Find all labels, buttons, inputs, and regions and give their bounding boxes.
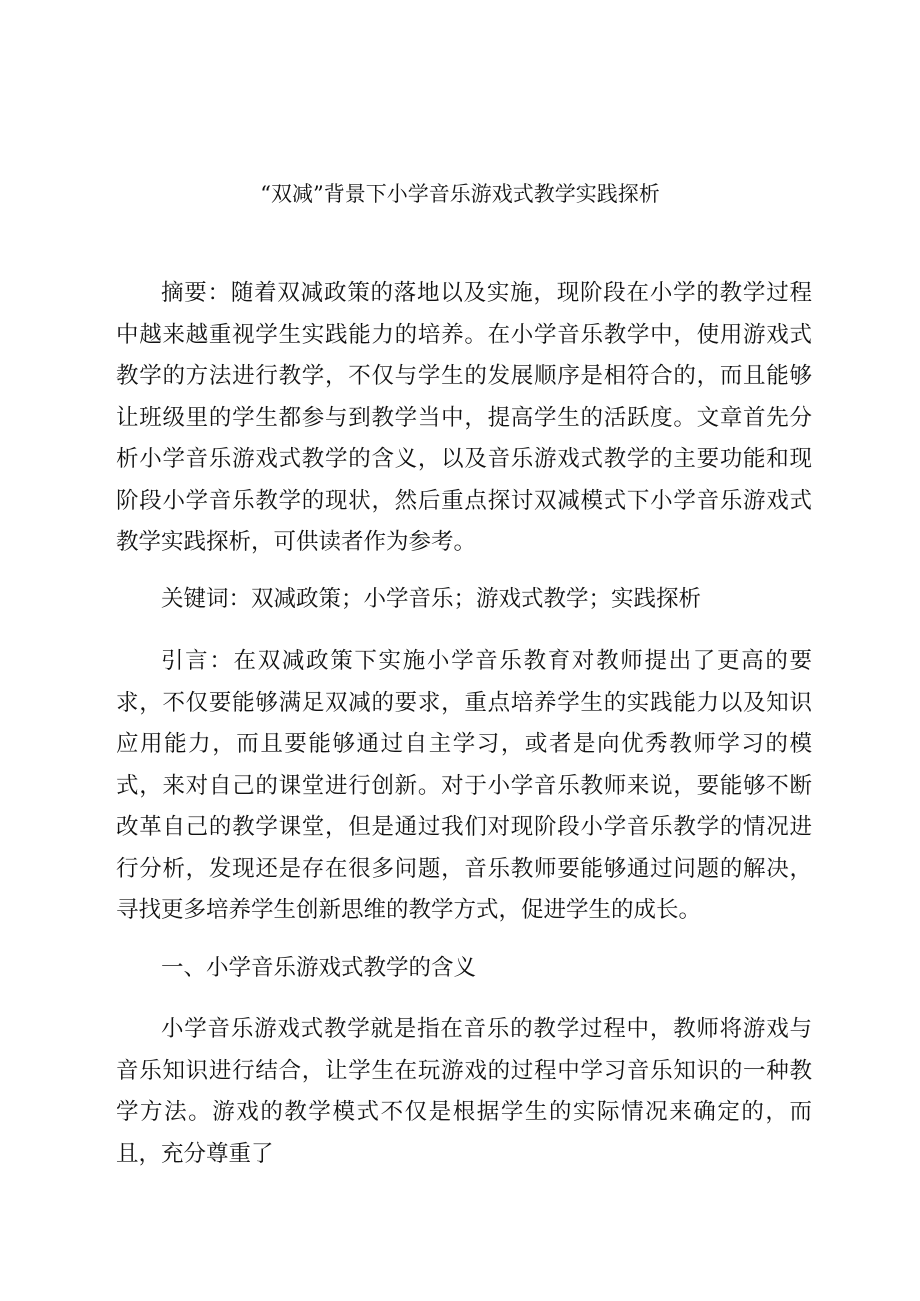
keywords-paragraph: 关键词：双减政策；小学音乐；游戏式教学；实践探析: [161, 586, 702, 612]
introduction-paragraph: 引言：在双减政策下实施小学音乐教育对教师提出了更高的要求，不仅要能够满足双减的要求，重点培养学生的实践能力以及知识应用能力，而且要能够通过自主学习，或者是向优秀教师学习的模式，来对自己的课堂进行创新。对于小学音乐教师来说，要能够不断改革自己的教学课堂，但是通过我们对现阶段小学音乐教学的情况进行分析，发现还是存在很多问题，音乐教师要能够通过问题的解决，寻找更多培养学生创新思维的教学方式，促进学生的成长。: [116, 648, 812, 923]
document-title: “双减”背景下小学音乐游戏式教学实践探析: [260, 182, 660, 206]
abstract-paragraph: 摘要：随着双减政策的落地以及实施，现阶段在小学的教学过程中越来越重视学生实践能力的培养。在小学音乐教学中，使用游戏式教学的方法进行教学，不仅与学生的发展顺序是相符合的，而且能够让班级里的学生都参与到教学当中，提高学生的活跃度。文章首先分析小学音乐游戏式教学的含义，以及音乐游戏式教学的主要功能和现阶段小学音乐教学的现状，然后重点探讨双减模式下小学音乐游戏式教学实践探析，可供读者作为参考。: [116, 280, 812, 555]
section-paragraph: 小学音乐游戏式教学就是指在音乐的教学过程中，教师将游戏与音乐知识进行结合，让学生在玩游戏的过程中学习音乐知识的一种教学方法。游戏的教学模式不仅是根据学生的实际情况来确定的，而且，充分尊重了: [116, 1016, 812, 1167]
section-heading: 一、小学音乐游戏式教学的含义: [161, 955, 477, 981]
